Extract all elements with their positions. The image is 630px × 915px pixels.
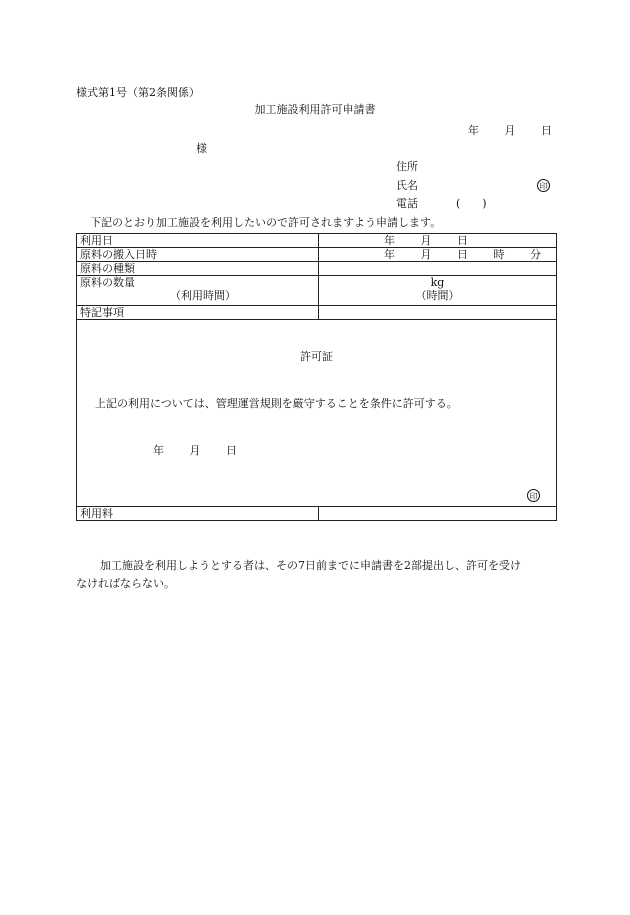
date-month: 月 [504,124,516,137]
date-day: 日 [541,124,552,137]
table-row [77,276,557,306]
phone-label: 電話 [396,197,418,210]
fee-label: 利用料 [77,507,319,521]
name-label: 氏名 [396,179,418,192]
form-number: 様式第1号（第2条関係） [76,86,200,99]
table-row [77,320,557,507]
application-table [76,233,557,521]
permit-date [153,444,237,458]
material-type-label: 原料の種類 [77,262,319,276]
delivery-hour: 時 [493,248,505,261]
date-year: 年 [468,124,479,137]
use-date-field [319,234,557,248]
use-date-month: 月 [420,234,432,247]
permit-seal-icon: 印 [527,489,540,502]
delivery-year: 年 [384,248,395,261]
phone-parens: ( ) [456,197,487,210]
hours-label: （時間） [415,289,460,302]
permit-section [77,320,557,507]
address-label: 住所 [396,160,418,173]
document-title: 加工施設利用許可申請書 [254,103,376,116]
material-type-field [319,262,557,276]
special-notes-label: 特記事項 [77,306,319,320]
material-amount-label: 原料の数量 [80,276,135,289]
permit-title: 許可証 [300,350,333,363]
table-row [77,507,557,521]
use-date-label: 利用日 [77,234,319,248]
permit-day: 日 [226,444,237,457]
footnote-line-1: 加工施設を利用しようとする者は、その7日前までに申請書を2部提出し、許可を受け [100,559,521,572]
use-date-year: 年 [384,234,395,247]
special-notes-field [319,306,557,320]
table-row [77,248,557,262]
delivery-month: 月 [420,248,432,261]
addressee-suffix: 様 [196,142,207,155]
permit-year: 年 [153,444,164,457]
header-date [468,124,552,138]
table-row [77,262,557,276]
material-amount-field [319,276,557,306]
use-date-day: 日 [457,234,468,247]
permit-month: 月 [189,444,201,457]
usage-time-label: （利用時間） [170,289,236,302]
intro-text: 下記のとおり加工施設を利用したいので許可されますよう申請します。 [90,216,442,229]
table-row [77,306,557,320]
table-row [77,234,557,248]
permit-body: 上記の利用については、管理運営規則を厳守することを条件に許可する。 [95,397,458,410]
applicant-seal-icon: 印 [537,179,550,192]
delivery-day: 日 [457,248,468,261]
delivery-datetime-field [319,248,557,262]
footnote-line-2: なければならない。 [76,577,175,590]
fee-field [319,507,557,521]
delivery-minute: 分 [530,248,541,261]
unit-kg-label: kg [430,276,445,289]
delivery-datetime-label: 原料の搬入日時 [77,248,319,262]
material-amount-cell [77,276,319,306]
